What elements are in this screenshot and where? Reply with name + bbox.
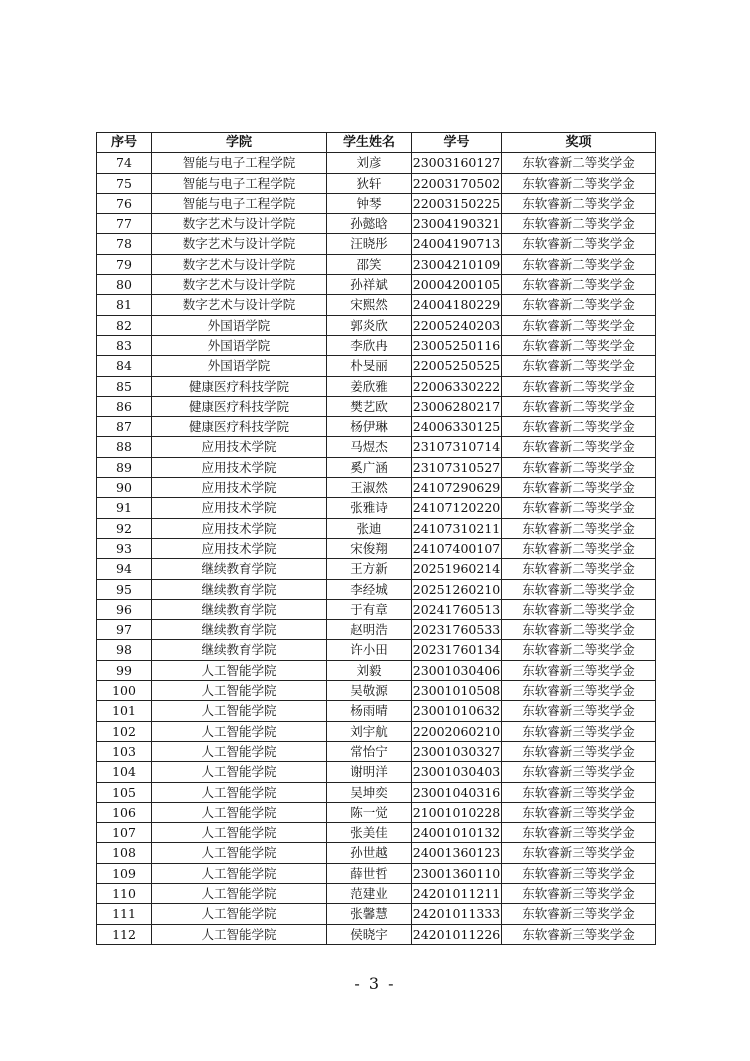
cell-student-id: 24001360123 xyxy=(412,843,502,863)
cell-student-id: 22002060210 xyxy=(412,721,502,741)
table-row xyxy=(97,640,656,660)
table-body xyxy=(97,153,656,945)
cell-award: 东软睿新三等奖学金 xyxy=(502,721,656,741)
header-college: 学院 xyxy=(152,133,327,153)
table-row xyxy=(97,478,656,498)
cell-student-id: 22005250525 xyxy=(412,356,502,376)
cell-award: 东软睿新二等奖学金 xyxy=(502,538,656,558)
cell-serial: 101 xyxy=(97,701,152,721)
cell-student-id: 22003170502 xyxy=(412,173,502,193)
cell-student-name: 张馨慧 xyxy=(327,904,412,924)
table-row xyxy=(97,823,656,843)
cell-serial: 112 xyxy=(97,924,152,944)
cell-student-name: 钟琴 xyxy=(327,193,412,213)
cell-student-name: 杨雨晴 xyxy=(327,701,412,721)
cell-award: 东软睿新三等奖学金 xyxy=(502,681,656,701)
cell-college: 人工智能学院 xyxy=(152,681,327,701)
table-row xyxy=(97,356,656,376)
cell-award: 东软睿新三等奖学金 xyxy=(502,660,656,680)
table-row xyxy=(97,599,656,619)
cell-college: 数字艺术与设计学院 xyxy=(152,234,327,254)
cell-student-name: 张美佳 xyxy=(327,823,412,843)
cell-college: 继续教育学院 xyxy=(152,599,327,619)
cell-award: 东软睿新三等奖学金 xyxy=(502,883,656,903)
table-row xyxy=(97,498,656,518)
cell-award: 东软睿新二等奖学金 xyxy=(502,153,656,173)
cell-award: 东软睿新二等奖学金 xyxy=(502,376,656,396)
cell-student-name: 马煜杰 xyxy=(327,437,412,457)
table-row xyxy=(97,843,656,863)
cell-college: 人工智能学院 xyxy=(152,802,327,822)
table-row xyxy=(97,762,656,782)
cell-student-name: 宋俊翔 xyxy=(327,538,412,558)
cell-serial: 87 xyxy=(97,417,152,437)
cell-serial: 96 xyxy=(97,599,152,619)
cell-college: 应用技术学院 xyxy=(152,518,327,538)
cell-college: 继续教育学院 xyxy=(152,579,327,599)
cell-award: 东软睿新二等奖学金 xyxy=(502,275,656,295)
cell-student-id: 23001030327 xyxy=(412,741,502,761)
cell-serial: 111 xyxy=(97,904,152,924)
header-serial: 序号 xyxy=(97,133,152,153)
cell-award: 东软睿新二等奖学金 xyxy=(502,173,656,193)
cell-student-id: 24006330125 xyxy=(412,417,502,437)
cell-serial: 106 xyxy=(97,802,152,822)
cell-college: 外国语学院 xyxy=(152,356,327,376)
cell-student-name: 许小田 xyxy=(327,640,412,660)
cell-college: 健康医疗科技学院 xyxy=(152,396,327,416)
table-row xyxy=(97,802,656,822)
cell-serial: 80 xyxy=(97,275,152,295)
table-row xyxy=(97,518,656,538)
table-row xyxy=(97,275,656,295)
cell-award: 东软睿新二等奖学金 xyxy=(502,640,656,660)
cell-college: 人工智能学院 xyxy=(152,843,327,863)
cell-college: 数字艺术与设计学院 xyxy=(152,275,327,295)
cell-college: 继续教育学院 xyxy=(152,620,327,640)
cell-serial: 94 xyxy=(97,559,152,579)
cell-college: 健康医疗科技学院 xyxy=(152,376,327,396)
table-row xyxy=(97,234,656,254)
table-row xyxy=(97,681,656,701)
header-student-name: 学生姓名 xyxy=(327,133,412,153)
award-list xyxy=(96,132,655,945)
cell-award: 东软睿新二等奖学金 xyxy=(502,518,656,538)
cell-student-id: 22003150225 xyxy=(412,193,502,213)
cell-serial: 97 xyxy=(97,620,152,640)
cell-serial: 91 xyxy=(97,498,152,518)
cell-student-id: 24107290629 xyxy=(412,478,502,498)
table-row xyxy=(97,437,656,457)
cell-student-name: 常怡宁 xyxy=(327,741,412,761)
cell-student-name: 范建业 xyxy=(327,883,412,903)
cell-award: 东软睿新二等奖学金 xyxy=(502,356,656,376)
cell-college: 应用技术学院 xyxy=(152,478,327,498)
page-number: - 3 - xyxy=(354,974,396,993)
cell-college: 数字艺术与设计学院 xyxy=(152,254,327,274)
table-row xyxy=(97,924,656,944)
cell-award: 东软睿新二等奖学金 xyxy=(502,396,656,416)
cell-serial: 102 xyxy=(97,721,152,741)
cell-student-id: 20251260210 xyxy=(412,579,502,599)
cell-student-id: 23006280217 xyxy=(412,396,502,416)
cell-student-id: 23107310714 xyxy=(412,437,502,457)
cell-student-id: 20231760134 xyxy=(412,640,502,660)
cell-student-id: 23001030403 xyxy=(412,762,502,782)
cell-award: 东软睿新三等奖学金 xyxy=(502,782,656,802)
cell-student-id: 23107310527 xyxy=(412,457,502,477)
cell-award: 东软睿新二等奖学金 xyxy=(502,193,656,213)
cell-student-name: 樊艺欧 xyxy=(327,396,412,416)
cell-student-name: 奚广涵 xyxy=(327,457,412,477)
cell-award: 东软睿新三等奖学金 xyxy=(502,701,656,721)
cell-serial: 104 xyxy=(97,762,152,782)
cell-student-name: 狄轩 xyxy=(327,173,412,193)
cell-college: 人工智能学院 xyxy=(152,904,327,924)
cell-serial: 79 xyxy=(97,254,152,274)
cell-student-name: 薛世哲 xyxy=(327,863,412,883)
cell-serial: 93 xyxy=(97,538,152,558)
cell-student-id: 24201011333 xyxy=(412,904,502,924)
cell-serial: 74 xyxy=(97,153,152,173)
cell-college: 健康医疗科技学院 xyxy=(152,417,327,437)
cell-student-name: 宋熙然 xyxy=(327,295,412,315)
table-row xyxy=(97,335,656,355)
cell-award: 东软睿新二等奖学金 xyxy=(502,579,656,599)
cell-serial: 81 xyxy=(97,295,152,315)
cell-college: 数字艺术与设计学院 xyxy=(152,295,327,315)
cell-award: 东软睿新三等奖学金 xyxy=(502,863,656,883)
cell-student-id: 24107400107 xyxy=(412,538,502,558)
cell-serial: 100 xyxy=(97,681,152,701)
cell-serial: 86 xyxy=(97,396,152,416)
cell-student-name: 王淑然 xyxy=(327,478,412,498)
cell-student-id: 23003160127 xyxy=(412,153,502,173)
cell-serial: 103 xyxy=(97,741,152,761)
cell-student-id: 20251960214 xyxy=(412,559,502,579)
table-row xyxy=(97,315,656,335)
cell-award: 东软睿新二等奖学金 xyxy=(502,295,656,315)
cell-college: 人工智能学院 xyxy=(152,762,327,782)
cell-award: 东软睿新二等奖学金 xyxy=(502,478,656,498)
cell-serial: 95 xyxy=(97,579,152,599)
cell-serial: 85 xyxy=(97,376,152,396)
header-award: 奖项 xyxy=(502,133,656,153)
cell-award: 东软睿新二等奖学金 xyxy=(502,498,656,518)
cell-student-id: 20241760513 xyxy=(412,599,502,619)
cell-student-name: 刘毅 xyxy=(327,660,412,680)
cell-student-id: 22006330222 xyxy=(412,376,502,396)
cell-award: 东软睿新三等奖学金 xyxy=(502,741,656,761)
cell-student-id: 23005250116 xyxy=(412,335,502,355)
cell-award: 东软睿新三等奖学金 xyxy=(502,904,656,924)
cell-student-name: 谢明洋 xyxy=(327,762,412,782)
table-row xyxy=(97,153,656,173)
table-row xyxy=(97,741,656,761)
award-table xyxy=(96,132,656,945)
table-row xyxy=(97,701,656,721)
cell-student-id: 22005240203 xyxy=(412,315,502,335)
cell-college: 应用技术学院 xyxy=(152,498,327,518)
table-row xyxy=(97,173,656,193)
cell-serial: 78 xyxy=(97,234,152,254)
cell-serial: 76 xyxy=(97,193,152,213)
cell-award: 东软睿新三等奖学金 xyxy=(502,762,656,782)
table-row xyxy=(97,214,656,234)
cell-serial: 109 xyxy=(97,863,152,883)
cell-award: 东软睿新二等奖学金 xyxy=(502,599,656,619)
cell-student-name: 吴敬源 xyxy=(327,681,412,701)
cell-college: 智能与电子工程学院 xyxy=(152,193,327,213)
cell-student-name: 邵笑 xyxy=(327,254,412,274)
cell-student-id: 24004180229 xyxy=(412,295,502,315)
cell-student-name: 李欣冉 xyxy=(327,335,412,355)
cell-student-id: 24107310211 xyxy=(412,518,502,538)
table-row xyxy=(97,904,656,924)
cell-award: 东软睿新二等奖学金 xyxy=(502,214,656,234)
cell-student-name: 孙祥斌 xyxy=(327,275,412,295)
cell-award: 东软睿新二等奖学金 xyxy=(502,315,656,335)
cell-student-name: 刘彦 xyxy=(327,153,412,173)
table-row xyxy=(97,193,656,213)
cell-student-name: 孙世越 xyxy=(327,843,412,863)
table-row xyxy=(97,417,656,437)
cell-college: 应用技术学院 xyxy=(152,538,327,558)
cell-student-id: 23001010508 xyxy=(412,681,502,701)
table-row xyxy=(97,863,656,883)
cell-award: 东软睿新二等奖学金 xyxy=(502,335,656,355)
cell-college: 人工智能学院 xyxy=(152,823,327,843)
cell-serial: 99 xyxy=(97,660,152,680)
table-row xyxy=(97,579,656,599)
table-header-row xyxy=(97,133,656,153)
cell-college: 继续教育学院 xyxy=(152,640,327,660)
cell-serial: 75 xyxy=(97,173,152,193)
cell-student-id: 24107120220 xyxy=(412,498,502,518)
cell-award: 东软睿新二等奖学金 xyxy=(502,234,656,254)
cell-student-id: 24004190713 xyxy=(412,234,502,254)
cell-student-name: 王方新 xyxy=(327,559,412,579)
table-row xyxy=(97,254,656,274)
cell-award: 东软睿新二等奖学金 xyxy=(502,437,656,457)
cell-serial: 108 xyxy=(97,843,152,863)
table-row xyxy=(97,883,656,903)
cell-student-name: 孙懿晗 xyxy=(327,214,412,234)
cell-student-name: 李经城 xyxy=(327,579,412,599)
cell-college: 人工智能学院 xyxy=(152,924,327,944)
cell-award: 东软睿新三等奖学金 xyxy=(502,802,656,822)
cell-student-id: 20231760533 xyxy=(412,620,502,640)
cell-student-name: 侯晓宇 xyxy=(327,924,412,944)
cell-serial: 84 xyxy=(97,356,152,376)
cell-college: 外国语学院 xyxy=(152,335,327,355)
cell-college: 数字艺术与设计学院 xyxy=(152,214,327,234)
cell-student-id: 23001030406 xyxy=(412,660,502,680)
cell-student-name: 于有章 xyxy=(327,599,412,619)
cell-award: 东软睿新二等奖学金 xyxy=(502,417,656,437)
cell-college: 继续教育学院 xyxy=(152,559,327,579)
cell-serial: 98 xyxy=(97,640,152,660)
cell-award: 东软睿新三等奖学金 xyxy=(502,924,656,944)
table-row xyxy=(97,538,656,558)
cell-student-name: 吴坤奕 xyxy=(327,782,412,802)
cell-college: 人工智能学院 xyxy=(152,741,327,761)
cell-award: 东软睿新二等奖学金 xyxy=(502,620,656,640)
cell-student-name: 汪晓彤 xyxy=(327,234,412,254)
table-row xyxy=(97,620,656,640)
cell-student-id: 21001010228 xyxy=(412,802,502,822)
cell-college: 智能与电子工程学院 xyxy=(152,153,327,173)
table-row xyxy=(97,782,656,802)
table-row xyxy=(97,660,656,680)
cell-college: 智能与电子工程学院 xyxy=(152,173,327,193)
cell-student-name: 张迪 xyxy=(327,518,412,538)
cell-student-name: 朴旻丽 xyxy=(327,356,412,376)
cell-college: 人工智能学院 xyxy=(152,721,327,741)
cell-award: 东软睿新三等奖学金 xyxy=(502,823,656,843)
cell-serial: 83 xyxy=(97,335,152,355)
cell-college: 外国语学院 xyxy=(152,315,327,335)
cell-student-id: 23001010632 xyxy=(412,701,502,721)
table-row xyxy=(97,396,656,416)
table-row xyxy=(97,295,656,315)
cell-student-id: 23004210109 xyxy=(412,254,502,274)
cell-student-id: 23001360110 xyxy=(412,863,502,883)
cell-student-name: 张雅诗 xyxy=(327,498,412,518)
table-row xyxy=(97,376,656,396)
cell-student-id: 20004200105 xyxy=(412,275,502,295)
header-student-id: 学号 xyxy=(412,133,502,153)
cell-award: 东软睿新二等奖学金 xyxy=(502,254,656,274)
cell-student-name: 陈一觉 xyxy=(327,802,412,822)
cell-college: 人工智能学院 xyxy=(152,782,327,802)
cell-serial: 107 xyxy=(97,823,152,843)
cell-student-id: 24201011226 xyxy=(412,924,502,944)
cell-student-id: 24001010132 xyxy=(412,823,502,843)
cell-award: 东软睿新二等奖学金 xyxy=(502,457,656,477)
cell-serial: 105 xyxy=(97,782,152,802)
cell-serial: 77 xyxy=(97,214,152,234)
cell-college: 应用技术学院 xyxy=(152,437,327,457)
table-row xyxy=(97,457,656,477)
cell-college: 人工智能学院 xyxy=(152,660,327,680)
cell-award: 东软睿新三等奖学金 xyxy=(502,843,656,863)
cell-college: 应用技术学院 xyxy=(152,457,327,477)
cell-student-name: 杨伊琳 xyxy=(327,417,412,437)
cell-serial: 82 xyxy=(97,315,152,335)
cell-college: 人工智能学院 xyxy=(152,701,327,721)
cell-serial: 88 xyxy=(97,437,152,457)
cell-student-name: 姜欣雅 xyxy=(327,376,412,396)
cell-serial: 110 xyxy=(97,883,152,903)
cell-student-name: 刘宇航 xyxy=(327,721,412,741)
cell-student-id: 23004190321 xyxy=(412,214,502,234)
cell-award: 东软睿新二等奖学金 xyxy=(502,559,656,579)
table-row xyxy=(97,559,656,579)
table-row xyxy=(97,721,656,741)
cell-student-id: 23001040316 xyxy=(412,782,502,802)
cell-serial: 92 xyxy=(97,518,152,538)
cell-serial: 89 xyxy=(97,457,152,477)
cell-college: 人工智能学院 xyxy=(152,863,327,883)
cell-student-name: 赵明浩 xyxy=(327,620,412,640)
cell-serial: 90 xyxy=(97,478,152,498)
cell-college: 人工智能学院 xyxy=(152,883,327,903)
cell-student-name: 郭炎欣 xyxy=(327,315,412,335)
cell-student-id: 24201011211 xyxy=(412,883,502,903)
